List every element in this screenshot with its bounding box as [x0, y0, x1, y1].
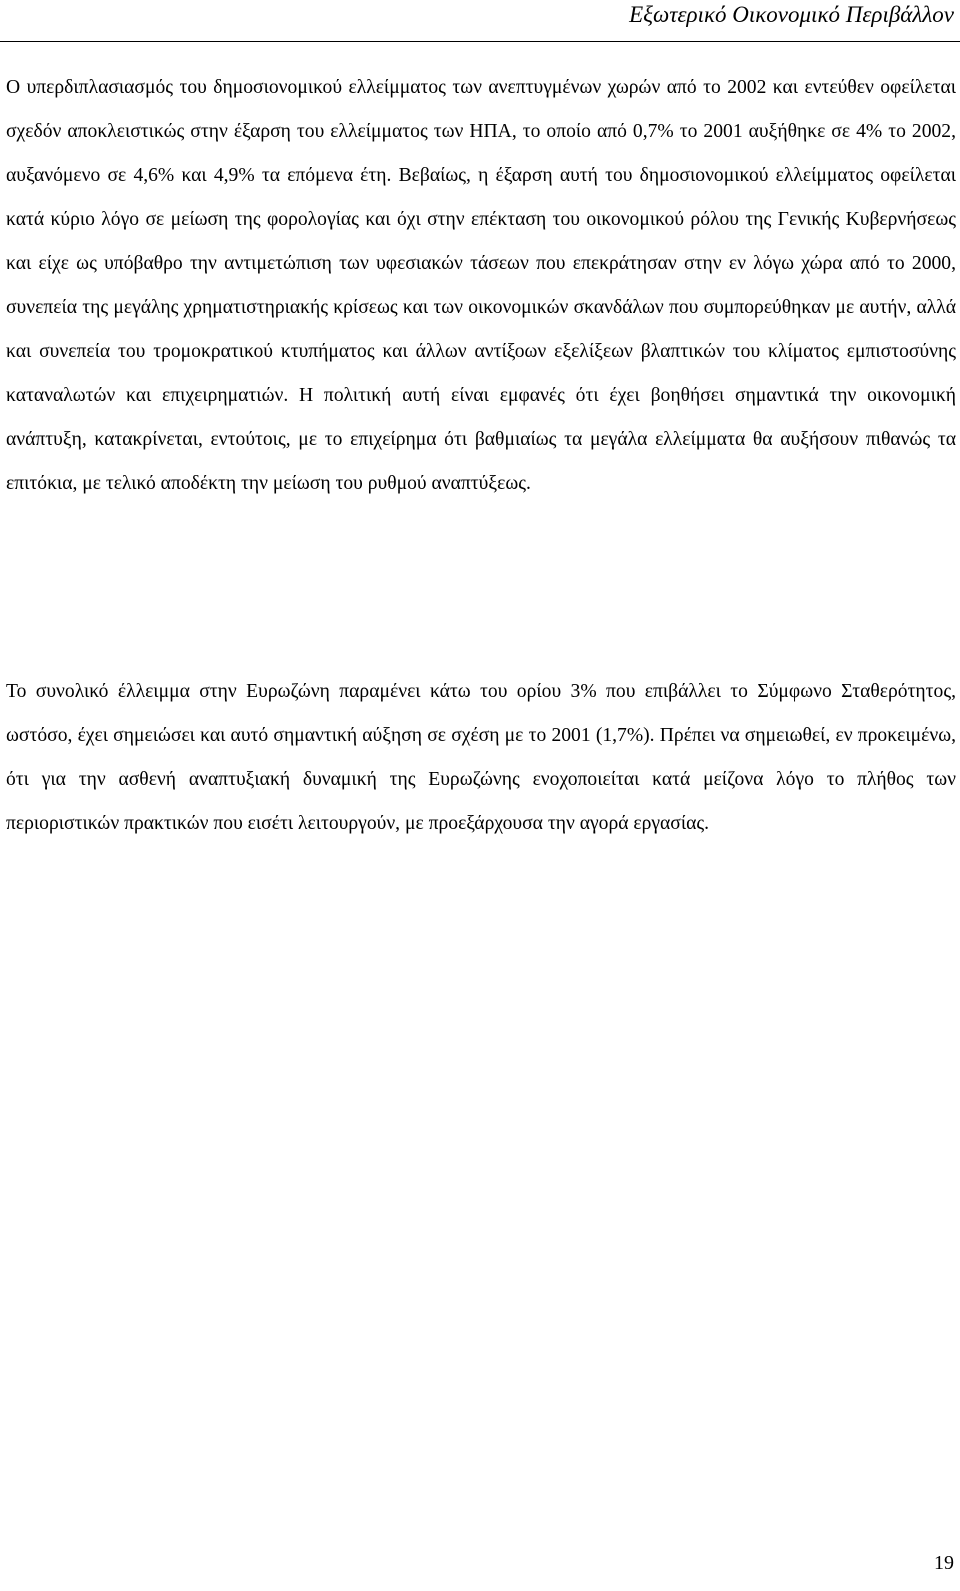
page-number: 19 [934, 1552, 954, 1574]
running-header: Εξωτερικό Οικονομικό Περιβάλλον [629, 2, 954, 27]
header-rule [0, 41, 960, 42]
body-paragraph-1: Ο υπερδιπλασιασμός του δημοσιονομικού ελλείμματος των ανεπτυγμένων χωρών από το 2002 και εντεύθεν οφείλεται σχεδόν αποκλειστικώς στην έξαρση του ελλείμματος των ΗΠΑ, το οποίο από 0,7% το 2001 αυξήθηκε σε 4% το 2002, αυξανόμενο σε 4,6% και 4,9% τα επόμενα έτη. Βεβαίως, η έξαρση αυτή του δημοσιονομικού ελλείμματος οφείλεται κατά κύριο λόγο σε μείωση της φορολογίας και όχι στην επέκταση του οικονομικού ρόλου της Γενικής Κυβερνήσεως και είχε ως υπόβαθρο την αντιμετώπιση των υφεσιακών τάσεων που επεκράτησαν στην εν λόγω χώρα από το 2000, συνεπεία της μεγάλης χρηματιστηριακής κρίσεως και των οικονομικών σκανδάλων που συμπορεύθηκαν με αυτήν, αλλά και συνεπεία του τρομοκρατικού κτυπήματος και άλλων αντίξοων εξελίξεων βλαπτικών του κλίματος εμπιστοσύνης καταναλωτών και επιχειρηματιών. Η πολιτική αυτή είναι εμφανές ότι έχει βοηθήσει σημαντικά την οικονομική ανάπτυξη, κατακρίνεται, εντούτοις, με το επιχείρημα ότι βαθμιαίως τα μεγάλα ελλείμματα θα αυξήσουν πιθανώς τα επιτόκια, με τελικό αποδέκτη την μείωση του ρυθμού αναπτύξεως. [6, 77, 956, 494]
body-paragraph-2: Το συνολικό έλλειμμα στην Ευρωζώνη παραμένει κάτω του ορίου 3% που επιβάλλει το Σύμφωνο Σταθερότητος, ωστόσο, έχει σημειώσει και αυτό σημαντική αύξηση σε σχέση με το 2001 (1,7%). Πρέπει να σημειωθεί, εν προκειμένω, ότι για την ασθενή αναπτυξιακή δυναμική της Ευρωζώνης ενοχοποιείται κατά μείζονα λόγο το πλήθος των περιοριστικών πρακτικών που εισέτι λειτουργούν, με προεξάρχουσα την αγορά εργασίας. [6, 681, 956, 834]
